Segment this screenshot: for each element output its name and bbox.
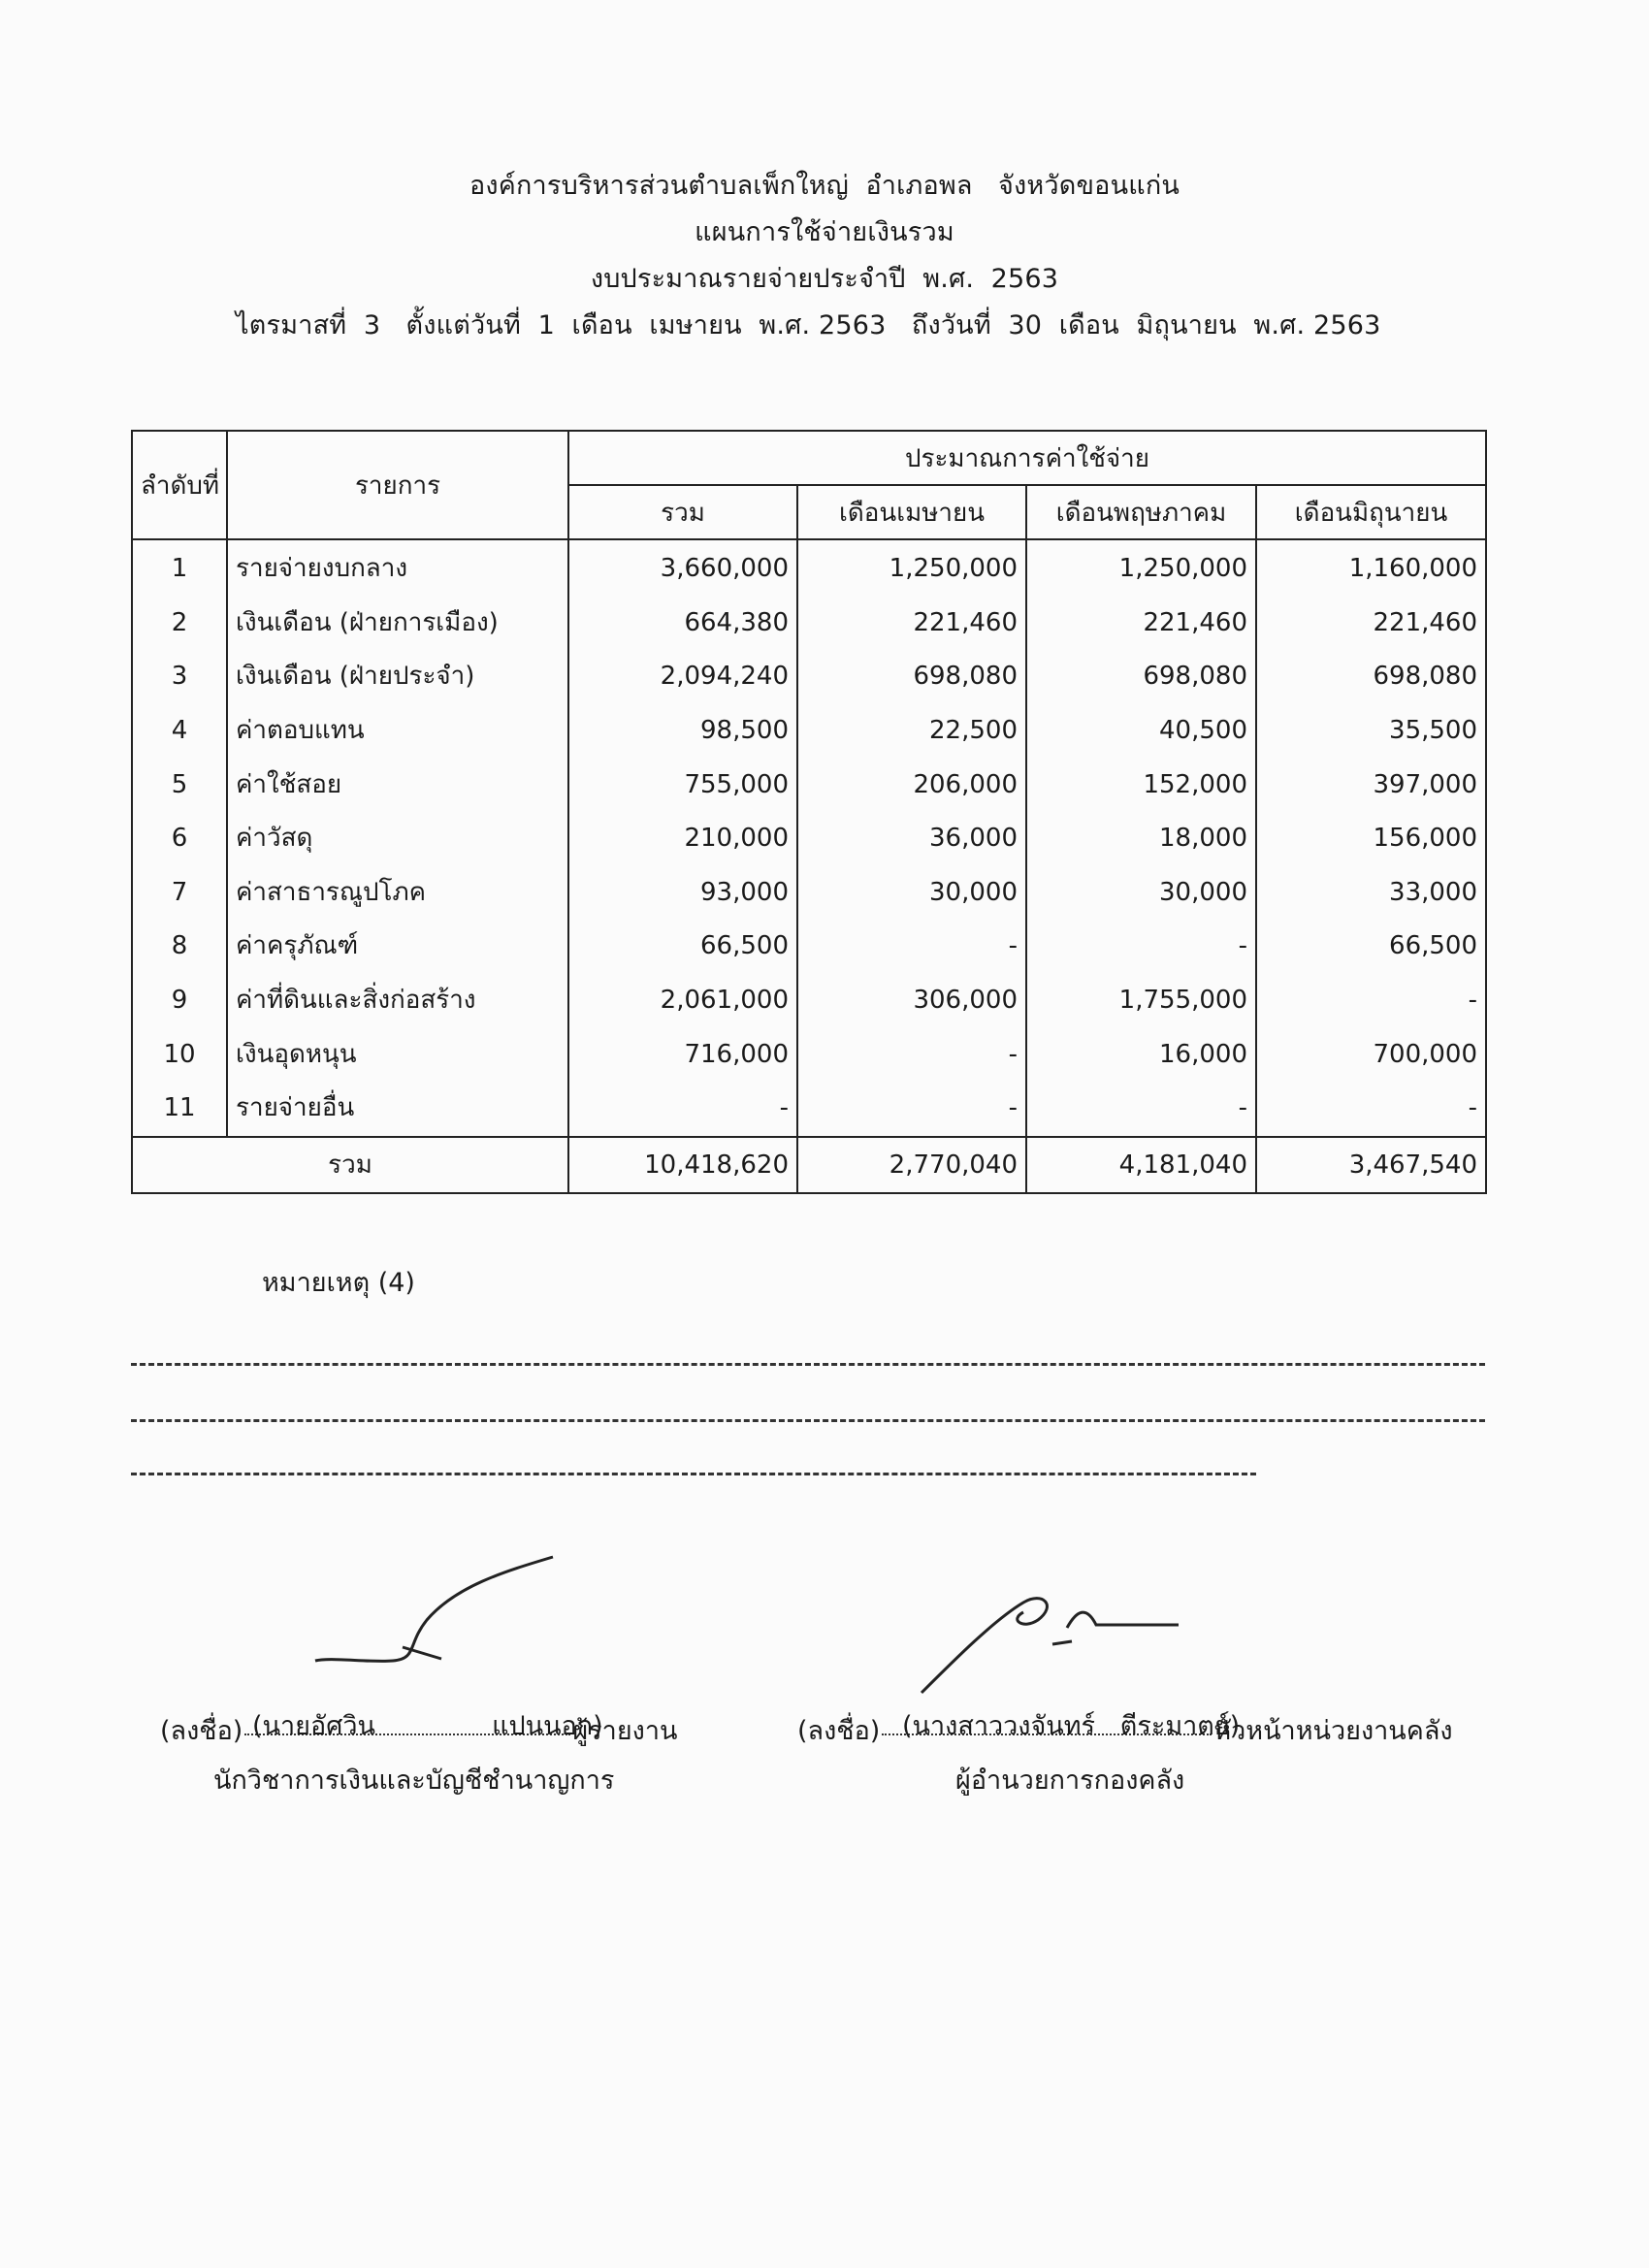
- table-body: [132, 539, 1486, 1137]
- row-may: 221,460: [1026, 597, 1256, 651]
- row-item: เงินเดือน (ฝ่ายการเมือง): [227, 597, 568, 651]
- row-total: 2,094,240: [568, 650, 797, 704]
- row-june: 35,500: [1256, 704, 1486, 759]
- table-row: [132, 974, 1486, 1028]
- row-total: 664,380: [568, 597, 797, 651]
- right-sign-prefix: (ลงชื่อ): [797, 1716, 881, 1746]
- left-sign-role: ผู้รายงาน: [572, 1716, 678, 1746]
- total-may: 4,181,040: [1026, 1137, 1256, 1193]
- right-signer-name: (นางสาววงจันทร์ ตีระมาตย์): [902, 1711, 1241, 1741]
- row-number: 4: [132, 704, 227, 759]
- table-row: [132, 650, 1486, 704]
- row-item: เงินเดือน (ฝ่ายประจำ): [227, 650, 568, 704]
- row-total: 210,000: [568, 812, 797, 866]
- table-row: [132, 812, 1486, 866]
- row-may: 1,250,000: [1026, 539, 1256, 597]
- table-row: [132, 704, 1486, 759]
- row-june: 66,500: [1256, 920, 1486, 974]
- row-april: 206,000: [797, 758, 1026, 812]
- row-item: ค่าที่ดินและสิ่งก่อสร้าง: [227, 974, 568, 1028]
- header-item: รายการ: [227, 431, 568, 539]
- row-may: 16,000: [1026, 1027, 1256, 1082]
- right-signer-position: ผู้อำนวยการกองคลัง: [955, 1766, 1185, 1796]
- row-may: 40,500: [1026, 704, 1256, 759]
- remark-line-1: [131, 1363, 1485, 1366]
- budget-year: งบประมาณรายจ่ายประจำปี พ.ศ. 2563: [590, 264, 1059, 294]
- row-june: 221,460: [1256, 597, 1486, 651]
- row-number: 1: [132, 539, 227, 597]
- row-number: 7: [132, 866, 227, 921]
- row-number: 3: [132, 650, 227, 704]
- row-total: 93,000: [568, 866, 797, 921]
- row-total: 3,660,000: [568, 539, 797, 597]
- row-may: 152,000: [1026, 758, 1256, 812]
- document-title: แผนการใช้จ่ายเงินรวม: [695, 217, 954, 247]
- row-item: รายจ่ายงบกลาง: [227, 539, 568, 597]
- table-row: [132, 758, 1486, 812]
- total-label: รวม: [132, 1137, 568, 1193]
- row-april: 1,250,000: [797, 539, 1026, 597]
- row-june: 700,000: [1256, 1027, 1486, 1082]
- row-item: เงินอุดหนุน: [227, 1027, 568, 1082]
- header-no: ลำดับที่: [132, 431, 227, 539]
- row-june: -: [1256, 974, 1486, 1028]
- row-number: 9: [132, 974, 227, 1028]
- left-signer-name: (นายอัศวิน แปนนอก): [252, 1711, 603, 1741]
- remark-line-3: [131, 1473, 1256, 1475]
- row-number: 6: [132, 812, 227, 866]
- right-sign-role: หัวหน้าหน่วยงานคลัง: [1213, 1716, 1453, 1746]
- row-number: 8: [132, 920, 227, 974]
- row-total: 755,000: [568, 758, 797, 812]
- row-total: 716,000: [568, 1027, 797, 1082]
- row-number: 10: [132, 1027, 227, 1082]
- table-row: [132, 539, 1486, 597]
- table-row: [132, 1027, 1486, 1082]
- row-item: ค่าวัสดุ: [227, 812, 568, 866]
- row-may: 18,000: [1026, 812, 1256, 866]
- row-june: 397,000: [1256, 758, 1486, 812]
- remark-line-2: [131, 1419, 1485, 1422]
- row-april: 306,000: [797, 974, 1026, 1028]
- spending-plan-table: [131, 430, 1487, 1194]
- row-item: รายจ่ายอื่น: [227, 1082, 568, 1137]
- row-april: 698,080: [797, 650, 1026, 704]
- document-header: [0, 163, 1649, 349]
- row-item: ค่าตอบแทน: [227, 704, 568, 759]
- total-sum: 10,418,620: [568, 1137, 797, 1193]
- table-row: [132, 920, 1486, 974]
- row-april: -: [797, 1082, 1026, 1137]
- row-item: ค่าใช้สอย: [227, 758, 568, 812]
- row-april: 221,460: [797, 597, 1026, 651]
- row-total: 98,500: [568, 704, 797, 759]
- row-june: 698,080: [1256, 650, 1486, 704]
- row-june: -: [1256, 1082, 1486, 1137]
- row-may: -: [1026, 1082, 1256, 1137]
- row-item: ค่าครุภัณฑ์: [227, 920, 568, 974]
- row-april: 30,000: [797, 866, 1026, 921]
- row-total: -: [568, 1082, 797, 1137]
- row-june: 156,000: [1256, 812, 1486, 866]
- total-april: 2,770,040: [797, 1137, 1026, 1193]
- table-row: [132, 597, 1486, 651]
- remark-label: หมายเหตุ (4): [262, 1268, 415, 1298]
- table-row: [132, 1082, 1486, 1137]
- row-total: 66,500: [568, 920, 797, 974]
- header-estimate-group: ประมาณการค่าใช้จ่าย: [568, 431, 1486, 485]
- row-may: 30,000: [1026, 866, 1256, 921]
- left-sign-prefix: (ลงชื่อ): [160, 1716, 243, 1746]
- org-name: องค์การบริหารส่วนตำบลเพ็กใหญ่ อำเภอพล จังหวัดขอนแก่น: [469, 171, 1180, 201]
- table-row: [132, 866, 1486, 921]
- row-number: 5: [132, 758, 227, 812]
- row-number: 2: [132, 597, 227, 651]
- quarter-period: ไตรมาสที่ 3 ตั้งแต่วันที่ 1 เดือน เมษายน พ.ศ. 2563 ถึงวันที่ 30 เดือน มิถุนายน พ.ศ. 2563: [236, 310, 1381, 340]
- header-june: เดือนมิถุนายน: [1256, 485, 1486, 539]
- row-total: 2,061,000: [568, 974, 797, 1028]
- row-june: 33,000: [1256, 866, 1486, 921]
- row-number: 11: [132, 1082, 227, 1137]
- row-item: ค่าสาธารณูปโภค: [227, 866, 568, 921]
- header-april: เดือนเมษายน: [797, 485, 1026, 539]
- row-april: 36,000: [797, 812, 1026, 866]
- row-may: 1,755,000: [1026, 974, 1256, 1028]
- row-april: 22,500: [797, 704, 1026, 759]
- row-may: 698,080: [1026, 650, 1256, 704]
- header-total: รวม: [568, 485, 797, 539]
- row-april: -: [797, 920, 1026, 974]
- row-june: 1,160,000: [1256, 539, 1486, 597]
- row-april: -: [797, 1027, 1026, 1082]
- total-row: [132, 1137, 1486, 1193]
- left-signer-position: นักวิชาการเงินและบัญชีชำนาญการ: [213, 1766, 615, 1796]
- header-may: เดือนพฤษภาคม: [1026, 485, 1256, 539]
- total-june: 3,467,540: [1256, 1137, 1486, 1193]
- row-may: -: [1026, 920, 1256, 974]
